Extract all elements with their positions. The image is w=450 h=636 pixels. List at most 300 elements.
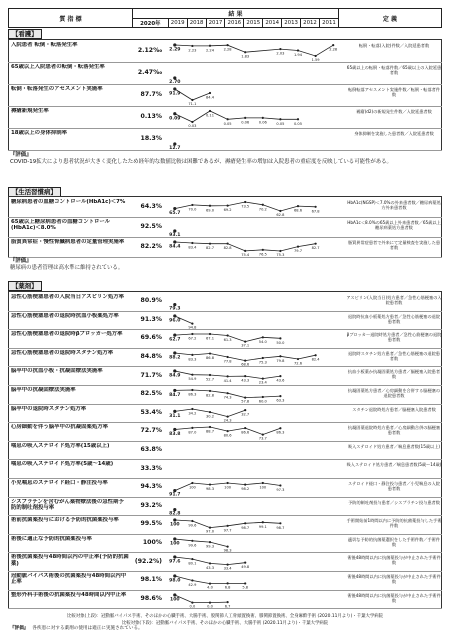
data-label: 73.5 (241, 204, 250, 209)
data-point (191, 407, 193, 409)
indicator-value: 64.3% (140, 203, 162, 210)
indicator-label: 脳卒中の退院時スタチン処方率 (11, 405, 87, 412)
indicator-value: 91.3% (140, 315, 162, 323)
trend-sparkline (166, 497, 342, 516)
data-point (191, 601, 193, 603)
indicator-label: 褥瘡新規発生率 (11, 108, 49, 114)
indicator-label: 脂質異常症・慢性腎臓病患者の定量管理実施率 (11, 239, 125, 245)
data-label: 86.3 (188, 392, 197, 397)
year-header-2: 2018 (187, 19, 206, 28)
data-label: 69.0 (205, 208, 215, 213)
indicator-label: 心房細動を伴う脳卒中の抗凝固薬処方率 (11, 424, 109, 431)
data-point (209, 541, 211, 543)
indicator-row (8, 237, 442, 258)
indicator-row (8, 311, 442, 331)
data-label: 84.7 (169, 392, 181, 398)
data-label: 62.7 (169, 337, 181, 343)
indicator-value: 2.47‰ (137, 69, 162, 76)
indicator-value: 100% (142, 539, 162, 547)
indicator-value: 99.5% (140, 520, 162, 528)
data-label: 88.2 (169, 355, 181, 361)
data-label: 86.8 (205, 355, 215, 360)
data-label: 49.8 (241, 565, 250, 570)
data-point (279, 118, 281, 120)
data-point (279, 395, 281, 397)
indicator-definition: アスピリン(入院当日)処方患者／急性心筋梗塞の入院患者数 (346, 295, 442, 305)
data-label: 82.7 (311, 246, 320, 251)
data-point (191, 520, 193, 522)
indicator-row (8, 515, 442, 535)
data-label: 97.7 (223, 528, 232, 533)
data-label: 84.9 (169, 373, 181, 379)
data-label: 68.6 (241, 362, 250, 367)
data-point (173, 87, 176, 90)
data-label: 24.3 (223, 418, 232, 423)
data-point (262, 396, 264, 398)
indicator-definition: HbA1c＜8.0%の65歳以上外来患者数／65歳以上糖尿病薬処方患者数 (347, 220, 441, 230)
data-label: 100 (170, 522, 180, 528)
data-point (191, 333, 193, 335)
indicator-row (8, 552, 442, 572)
data-point (227, 564, 229, 566)
data-point (297, 118, 299, 120)
indicator-label: 脳卒中の抗凝固療法実施率 (11, 387, 76, 393)
indicator-value: 2.12‰ (137, 47, 162, 54)
data-point (297, 358, 299, 360)
data-label: 82.8 (205, 393, 215, 398)
data-label: 37.1 (241, 343, 250, 348)
data-point (244, 250, 246, 252)
data-point (279, 484, 281, 486)
data-point (191, 204, 193, 206)
indicator-row (8, 385, 442, 405)
indicator-definition: 抗凝固薬退院時処方患者／心房細動合併の脳梗塞患者数 (347, 425, 441, 436)
data-point (315, 243, 317, 245)
evaluation-text: 各疾患に対する薬剤の使用は適正に実施されている。 (32, 626, 143, 631)
indicator-definition: 退院時スタチン処方患者／急性心筋梗塞の退院患者数 (348, 350, 440, 361)
data-point (173, 574, 176, 577)
data-point (227, 525, 229, 527)
data-label: 75.3 (276, 253, 285, 257)
evaluation-text: 糖尿病の患者管理は高水準に維持されている。 (10, 265, 124, 271)
indicator-label: 急性心筋梗塞患者の退院時抗血小板薬処方率 (11, 312, 119, 319)
data-label: 98.7 (241, 525, 250, 530)
data-point (227, 415, 229, 417)
data-point (191, 482, 193, 484)
indicator-value: 82.5% (140, 390, 162, 398)
data-point (209, 110, 211, 112)
data-point (279, 250, 281, 252)
data-point (209, 374, 211, 376)
data-label: 2.03 (276, 51, 285, 56)
data-label: 62.8 (276, 213, 285, 217)
data-point (279, 355, 281, 357)
data-label: 88.7 (205, 429, 215, 434)
year-header-8: 2012 (301, 19, 320, 28)
indicator-row (8, 62, 442, 85)
data-point (191, 579, 193, 581)
data-point (227, 582, 229, 584)
data-label: 80.1 (188, 561, 197, 566)
trend-sparkline (166, 197, 342, 217)
indicator-definition: 術後48時間以内に抗菌薬投与が中止された手術件数 (347, 592, 441, 603)
indicator-definition: 吸入ステロイド処方患者／喘息患者数(15歳以上) (347, 443, 441, 449)
data-point (244, 359, 246, 361)
evaluation-note-0 (10, 152, 440, 166)
section-tag-0: 【看護】 (8, 29, 42, 39)
data-point (279, 375, 281, 377)
year-header-4: 2016 (225, 19, 244, 28)
data-label: 86.3 (276, 430, 285, 435)
data-point (209, 583, 211, 585)
data-label: 68.6 (293, 208, 303, 213)
data-label: 43.3 (205, 566, 215, 571)
indicator-definition: 脂質異常症患者で外来にて定量検査を実施した患者数 (347, 240, 441, 250)
data-label: 1.59 (311, 58, 320, 62)
trend-line (175, 45, 333, 56)
evaluation-title: 『評価』 (10, 626, 29, 631)
indicator-definition: 身体抑制を実施した患者数／入院延患者数 (354, 131, 434, 136)
indicator-definition: 手術開始前1時間以内に予防的抗菌薬投与した手術件数 (346, 518, 442, 529)
trend-sparkline (166, 441, 342, 460)
trend-line (175, 595, 228, 603)
data-point (173, 207, 176, 210)
data-label: 100 (259, 485, 267, 490)
data-label: 75.3 (258, 360, 267, 365)
indicator-definition: スタチン退院時処方患者／脳梗塞入院患者数 (352, 406, 436, 412)
data-point (227, 601, 229, 603)
data-label: 69.2 (223, 208, 232, 213)
indicator-label: 脳卒中の抗血小板・抗凝固療法実施率 (11, 368, 103, 375)
indicator-label: 急性心筋梗塞患者の退院時スタチン処方率 (11, 349, 114, 356)
data-label: 30.2 (205, 414, 215, 419)
data-label: 63.3 (276, 398, 285, 403)
data-point (209, 527, 211, 529)
year-header-5: 2015 (244, 19, 263, 28)
indicator-label: 65歳以上入院患者の転倒・転落発生率 (11, 64, 105, 70)
data-label: 74.3 (223, 395, 232, 400)
year-header-0: 2020年 (132, 19, 168, 28)
data-label: 84.4 (169, 244, 181, 250)
data-label: 6.8 (224, 585, 231, 590)
data-label: 2.24 (205, 48, 215, 53)
data-label: 0.09 (169, 116, 181, 122)
evaluation-title: 『評価』 (10, 258, 32, 264)
data-point (262, 482, 264, 484)
data-label: 2.28 (329, 47, 338, 52)
indicator-label: 急性心筋梗塞患者の退院時βブロッカー処方率 (11, 331, 123, 338)
data-label: 0.05 (293, 121, 303, 126)
indicator-definition: βブロッカー退院時処方患者／急性心筋梗塞の退院患者数 (346, 332, 442, 343)
data-label: 54.9 (188, 377, 197, 382)
indicator-header: 質 指 標 (9, 9, 133, 28)
source-note-2: 比較対象(下段)：冠動脈バイパス手術、そのほかの心臓手術、大腸手術 (2020.11月より)・千葉大学病院 (121, 621, 329, 626)
year-header-7: 2013 (282, 19, 301, 28)
data-label: 1.94 (293, 53, 303, 57)
data-label: 65.7 (169, 211, 181, 217)
data-label: 84.4 (205, 95, 215, 100)
indicator-definition: HbA1c(NGSP)＜7.0%の外来患者数／糖尿病薬処方外来患者数 (347, 200, 441, 210)
data-label: 99.1 (258, 524, 267, 529)
indicator-value: 69.6% (140, 334, 162, 342)
indicator-definition: 転倒・転落(入院)件数／入院延患者数 (358, 43, 430, 48)
data-label: 94.8 (188, 325, 197, 330)
data-point (244, 427, 246, 429)
data-point (244, 562, 246, 564)
indicator-definition: 吸入ステロイド処方患者／喘息患者数(5歳〜14歳) (346, 462, 442, 468)
data-label: 0.05 (276, 121, 285, 126)
data-label: 82.8 (223, 246, 232, 251)
indicator-label: 冠動脈バイパス術後の抗菌薬投与48時間以内中止率 (11, 573, 127, 586)
data-point (279, 337, 281, 339)
data-point (244, 117, 246, 119)
data-label: 91.7 (169, 492, 181, 497)
indicator-label: 転倒・転落発生のアセスメント実施率 (11, 86, 103, 92)
data-point (262, 434, 264, 436)
evaluation-title: 『評価』 (10, 152, 32, 158)
data-point (209, 483, 211, 485)
data-label: 2.29 (169, 47, 181, 53)
year-header-6: 2014 (263, 19, 282, 28)
section-tag-1: 【生活習慣病】 (8, 187, 61, 197)
indicator-definition: 術後48時間以内に抗菌薬投与が中止された手術件数 (347, 555, 441, 566)
data-point (227, 356, 229, 358)
data-point (209, 205, 211, 207)
data-point (315, 354, 317, 356)
data-label: 42.9 (188, 582, 197, 587)
data-point (209, 45, 211, 47)
data-point (191, 99, 193, 101)
data-point (209, 601, 211, 603)
data-label: 98.2 (241, 487, 250, 492)
trend-sparkline (166, 40, 342, 62)
data-label: 73.7 (258, 436, 267, 441)
data-label: 100 (188, 485, 196, 490)
data-label: 43.6 (276, 378, 285, 383)
data-point (191, 539, 193, 541)
data-label: 12.7 (169, 146, 181, 150)
data-label: 33.4 (223, 566, 232, 571)
data-point (209, 333, 211, 335)
data-label: 99.3 (205, 544, 215, 549)
data-point (244, 341, 246, 343)
data-point (191, 242, 193, 244)
data-label: 67.2 (188, 336, 197, 341)
data-label: 83.3 (188, 357, 197, 362)
trend-sparkline (166, 366, 342, 385)
indicator-definition: 予防的制吐剤投与患者／シスプラチン投与患者数 (348, 499, 440, 505)
data-label: 98.0 (169, 578, 181, 584)
indicator-row (8, 441, 442, 461)
indicator-label: 入院患者 転倒・転落発生率 (11, 42, 78, 48)
data-label: 57.8 (241, 399, 250, 404)
data-label: 70.2 (258, 207, 267, 212)
trend-sparkline (166, 84, 342, 106)
indicator-label: 整形外科手術後の抗菌薬投与48時間以内中止率 (11, 591, 127, 598)
data-point (262, 117, 264, 119)
data-label: 93.1 (169, 233, 181, 237)
trend-sparkline (166, 459, 342, 478)
data-point (227, 205, 229, 207)
indicator-definition: 退院時抗血小板薬処方患者／急性心筋梗塞の退院患者数 (347, 313, 441, 324)
data-point (173, 428, 176, 431)
indicator-value: 98.6% (140, 594, 162, 602)
data-point (173, 334, 176, 337)
data-point (209, 390, 211, 392)
data-label: 61.3 (223, 338, 232, 343)
data-point (209, 563, 211, 565)
indicator-value: 87.7% (140, 91, 162, 98)
trend-line (175, 576, 245, 584)
data-point (227, 44, 229, 46)
data-label: 0.11 (205, 113, 215, 118)
indicator-row (8, 40, 442, 63)
data-label: 82.8 (169, 511, 181, 516)
indicator-label: 糖尿病患者の血糖コントロール(HbA1c)＜7% (11, 199, 126, 205)
indicator-value: 93.2% (140, 501, 162, 509)
data-point (209, 426, 211, 428)
data-label: 23.4 (258, 380, 267, 385)
data-point (297, 49, 299, 51)
data-label: 97.3 (276, 487, 285, 492)
source-note-1: 比較対象(上段)：冠動脈バイパス手術、そのほかの心臓手術、大腸手術、股関節人工骨頭置換術、膝関節置換術、全身麻酔手術 (2020.11月より)・千葉大学病院 (66, 614, 384, 619)
indicator-value: 92.5% (140, 223, 162, 230)
indicator-label: 18歳以上の身体抑制率 (11, 130, 68, 136)
data-point (227, 242, 229, 244)
indicator-row (8, 128, 442, 151)
indicator-value: 53.4% (140, 408, 162, 416)
data-point (227, 335, 229, 337)
data-point (209, 92, 211, 94)
trend-sparkline (166, 571, 342, 590)
indicator-row (8, 106, 442, 129)
data-label: 6.7 (224, 604, 231, 609)
indicator-value: 0.13% (140, 113, 162, 120)
trend-line (175, 539, 228, 547)
trend-sparkline (166, 515, 342, 534)
indicator-definition: 抗凝固薬処方患者／心房細動を合併する脳梗塞の退院患者数 (347, 388, 441, 398)
indicator-row (8, 329, 442, 349)
data-label: 98.7 (276, 525, 285, 530)
indicator-row (8, 197, 442, 218)
section-tag-2: 【薬剤】 (8, 281, 42, 291)
data-point (227, 545, 229, 547)
indicator-definition: 転倒転落アセスメント実施件数／転倒・転落者件数 (347, 87, 441, 97)
indicator-definition: ステロイド経口・静注投与患者／小児喘息の入院患者数 (348, 481, 440, 491)
result-header: 結 果 (132, 9, 338, 19)
data-point (244, 201, 246, 203)
data-point (262, 249, 264, 251)
data-point (173, 519, 176, 522)
data-point (173, 409, 176, 412)
data-label: 2.28 (223, 47, 232, 52)
indicator-label: 小児喘息のステロイド経口・静注投与率 (11, 480, 108, 486)
trend-sparkline (166, 590, 342, 609)
data-label: 70.0 (188, 207, 197, 212)
indicator-row (8, 571, 442, 591)
definition-header: 定 義 (338, 9, 441, 28)
data-label: 67.1 (205, 336, 215, 341)
data-point (173, 389, 176, 392)
indicator-row (8, 348, 442, 368)
data-label: 34.2 (188, 411, 197, 416)
indicator-row (8, 217, 442, 238)
indicator-label: 65歳以上糖尿病患者の血糖コントロール(HbA1c)＜8.0% (11, 219, 111, 232)
data-label: 98.3 (205, 487, 215, 492)
data-point (297, 246, 299, 248)
data-label: 83.4 (188, 245, 197, 250)
data-label: 86.6 (241, 430, 250, 435)
data-label: 99.6 (188, 543, 197, 548)
header-table (8, 8, 442, 28)
evaluation-note-2 (10, 626, 440, 631)
data-label: 32.7 (241, 412, 250, 417)
data-point (262, 378, 264, 380)
year-header-1: 2019 (168, 19, 187, 28)
data-label: 71.1 (188, 102, 197, 106)
data-point (244, 51, 246, 53)
data-label: 0.0 (207, 604, 213, 609)
data-point (173, 556, 176, 559)
data-label: 82.7 (205, 246, 215, 251)
data-label: 43.3 (241, 379, 250, 384)
data-label: 77.8 (223, 359, 232, 364)
trend-sparkline (166, 552, 342, 571)
trend-sparkline (166, 106, 342, 128)
data-label: 0.05 (223, 121, 232, 126)
data-point (227, 376, 229, 378)
trend-sparkline (166, 62, 342, 84)
trend-sparkline (166, 217, 342, 237)
indicator-label: 急性心筋梗塞患者の入院当日アスピリン処方率 (11, 294, 124, 300)
indicator-value: 71.7% (140, 371, 162, 379)
data-label: 97.0 (205, 529, 215, 534)
data-point (227, 430, 229, 432)
indicator-label: 喘息の吸入ステロイド処方率(5歳〜14歳) (11, 461, 114, 468)
data-label: 79.3 (169, 306, 181, 311)
indicator-row (8, 497, 442, 517)
data-point (191, 389, 193, 391)
data-label: 100 (170, 541, 180, 547)
data-label: 100 (170, 597, 180, 603)
data-label: 79.7 (293, 249, 303, 254)
data-label: 75.4 (241, 253, 250, 257)
data-point (227, 482, 229, 484)
data-point (315, 206, 317, 208)
data-point (297, 205, 299, 207)
data-label: 96.0 (169, 318, 181, 324)
trend-sparkline (166, 534, 342, 553)
indicator-row (8, 84, 442, 107)
year-header-3: 2017 (206, 19, 225, 28)
data-point (244, 375, 246, 377)
data-point (173, 43, 176, 46)
data-point (279, 48, 281, 50)
data-label: 41.4 (223, 379, 232, 384)
trend-sparkline (166, 329, 342, 348)
trend-sparkline (166, 311, 342, 330)
data-point (315, 55, 317, 57)
data-label: 5.8 (242, 585, 249, 590)
data-point (173, 593, 176, 596)
data-label: 67.8 (311, 209, 320, 214)
data-point (173, 240, 176, 243)
data-point (279, 522, 281, 524)
data-label: 31.1 (169, 413, 181, 419)
data-label: 2.70 (169, 80, 181, 84)
indicator-row (8, 590, 442, 610)
trend-sparkline (166, 348, 342, 367)
